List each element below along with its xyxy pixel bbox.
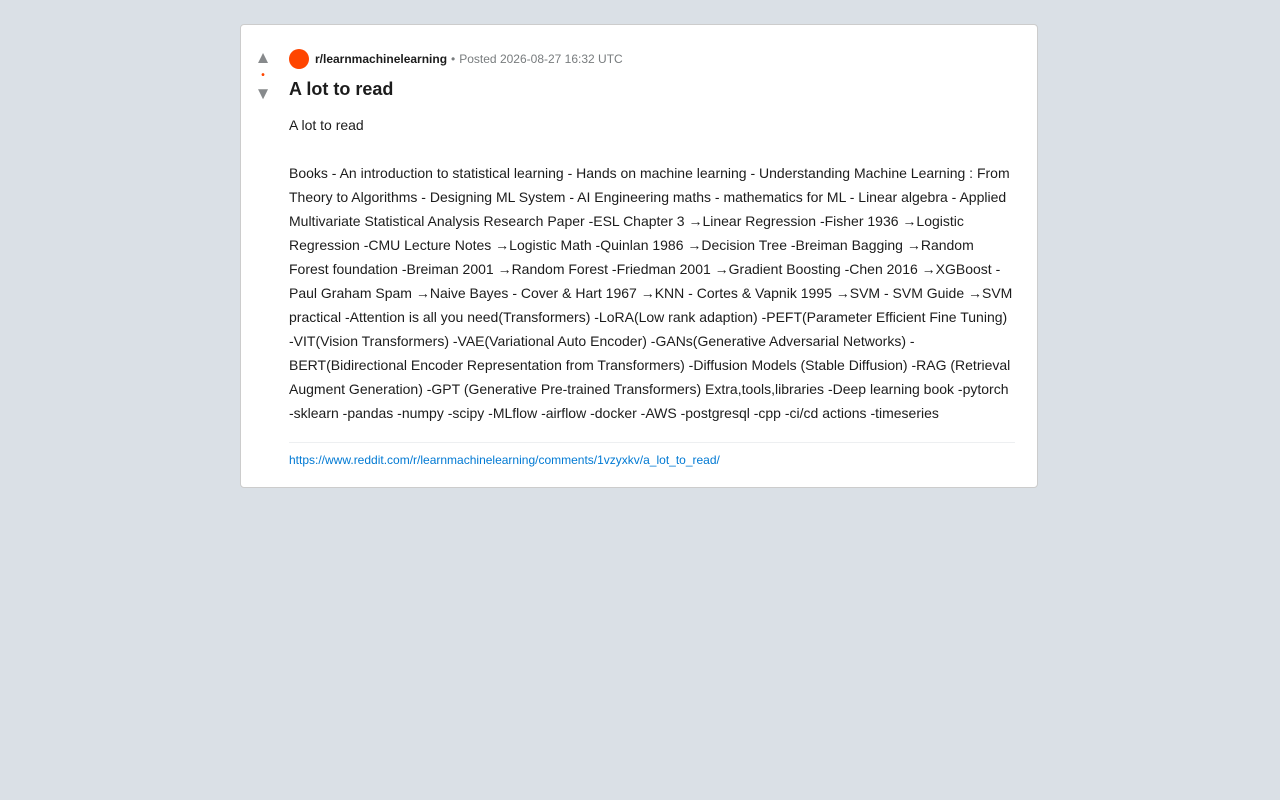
downvote-arrow-icon[interactable]: ▼ bbox=[254, 84, 272, 103]
post-body bbox=[289, 113, 1015, 425]
meta-separator: • bbox=[451, 52, 456, 66]
upvote-arrow-icon[interactable]: ▲ bbox=[254, 48, 272, 67]
vote-column bbox=[251, 49, 275, 103]
posted-label: Posted bbox=[459, 52, 497, 66]
post-meta bbox=[289, 49, 1015, 69]
body-paragraph: A lot to read bbox=[289, 117, 364, 133]
post-content bbox=[289, 49, 1015, 467]
post-permalink[interactable]: https://www.reddit.com/r/learnmachinelearning/comments/1vzyxkv/a_lot_to_read/ bbox=[289, 453, 720, 467]
vote-score: • bbox=[261, 70, 265, 81]
subreddit-link[interactable]: r/learnmachinelearning bbox=[315, 52, 448, 66]
divider bbox=[289, 442, 1015, 443]
post-card bbox=[240, 24, 1038, 488]
posted-time: 2026-08-27 16:32 UTC bbox=[499, 52, 623, 66]
body-paragraph: Books - An introduction to statistical learning - Hands on machine learning - Understanding Machine Learning : From Theory to Algorithms - Designing ML System - AI Engineering maths - mathematics for ML - Linear algebra - Applied Multivariate Statistical Analysis Research Paper -ESL Chapter 3 →Linear Regression -Fisher 1936 →Logistic Regression -CMU Lecture Notes →Logistic Math -Quinlan 1986 →Decision Tree -Breiman Bagging →Random Forest foundation -Breiman 2001 →Random Forest -Friedman 2001 →Gradient Boosting -Chen 2016 →XGBoost -Paul Graham Spam →Naive Bayes - Cover & Hart 1967 →KNN - Cortes & Vapnik 1995 →SVM - SVM Guide →SVM practical -Attention is all you need(Transformers) -LoRA(Low rank adaption) -PEFT(Parameter Efficient Fine Tuning) -VIT(Vision Transformers) -VAE(Variational Auto Encoder) -GANs(Generative Adversarial Networks) -BERT(Bidirectional Encoder Representation from Transformers) -Diffusion Models (Stable Diffusion) -RAG (Retrieval Augment Generation) -GPT (Generative Pre-trained Transformers) Extra,tools,libraries -Deep learning book -pytorch -sklearn -pandas -numpy -scipy -MLflow -airflow -docker -AWS -postgresql -cpp -ci/cd actions -timeseries bbox=[289, 165, 1013, 421]
post-title[interactable]: A lot to read bbox=[289, 79, 394, 99]
subreddit-icon[interactable] bbox=[289, 49, 309, 69]
